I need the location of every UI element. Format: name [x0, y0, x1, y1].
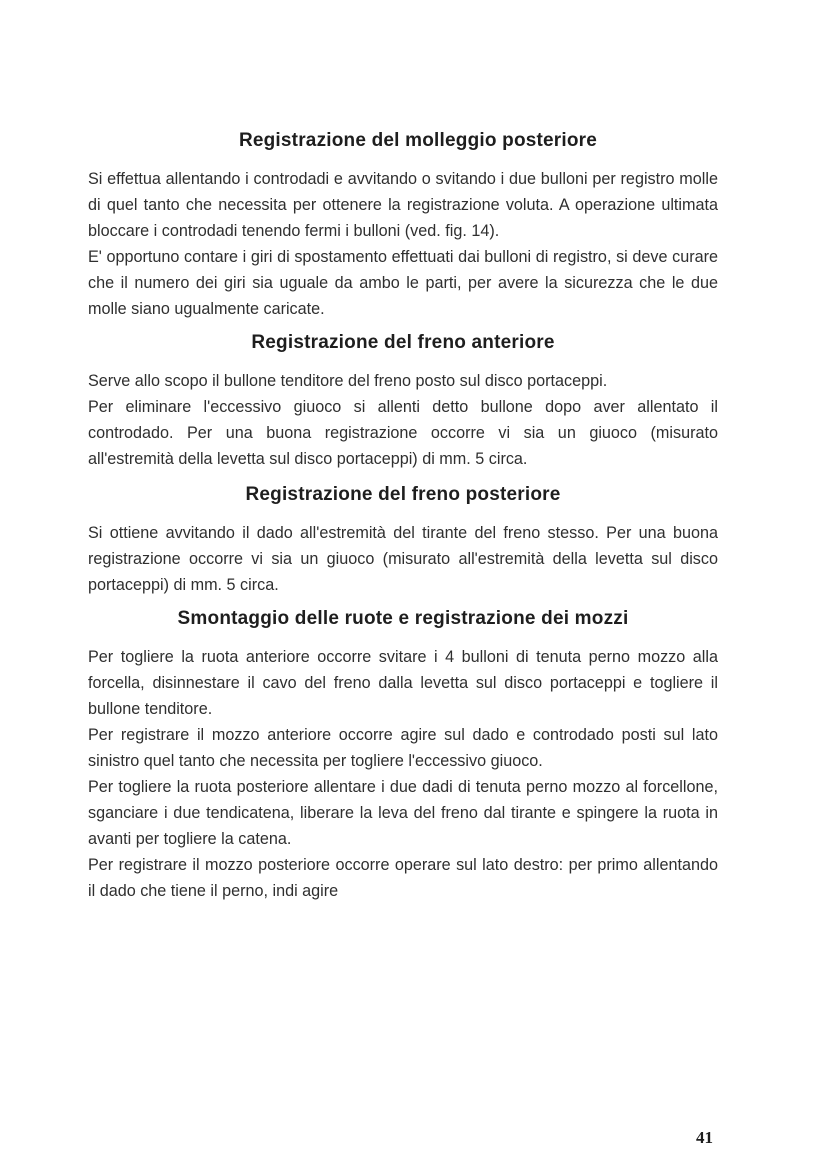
page-content — [88, 122, 718, 908]
paragraph: Per togliere la ruota anteriore occorre svitare i 4 bulloni di tenuta perno mozzo alla forcella, disinnestare il cavo del freno dalla levetta sul disco portaceppi e togliere il bullone tenditore. — [88, 648, 718, 718]
section-freno-anteriore — [88, 332, 718, 472]
section-title: Smontaggio delle ruote e registrazione dei mozzi — [177, 608, 629, 629]
paragraph: E' opportuno contare i giri di spostamento effettuati dai bulloni di registro, si deve curare che il numero dei giri sia uguale da ambo le parti, per avere la sicurezza che le due molle siano ugualmente caricate. — [88, 248, 718, 318]
section-title: Registrazione del freno anteriore — [251, 332, 555, 353]
section-freno-posteriore — [88, 484, 718, 598]
paragraph: Si ottiene avvitando il dado all'estremità del tirante del freno stesso. Per una buona registrazione occorre vi sia un giuoco (misurato all'estremità della levetta sul disco portaceppi) di mm. 5 circa. — [88, 524, 718, 594]
paragraph: Si effettua allentando i controdadi e avvitando o svitando i due bulloni per registro molle di quel tanto che necessita per ottenere la registrazione voluta. A operazione ultimata bloccare i controdadi tenendo fermi i bulloni (ved. fig. 14). — [88, 170, 718, 240]
paragraph: Per registrare il mozzo posteriore occorre operare sul lato destro: per primo allentando il dado che tiene il perno, indi agire — [88, 856, 718, 900]
paragraph: Per eliminare l'eccessivo giuoco si allenti detto bullone dopo aver allentato il controdado. Per una buona registrazione occorre vi sia un giuoco (misurato all'estremità della levetta sul disco portaceppi) di mm. 5 circa. — [88, 398, 718, 468]
section-title: Registrazione del molleggio posteriore — [238, 130, 598, 151]
section-smontaggio-ruote — [88, 608, 718, 904]
paragraph: Serve allo scopo il bullone tenditore del freno posto sul disco portaceppi. — [88, 372, 608, 390]
page-number: 41 — [696, 1128, 713, 1147]
paragraph: Per registrare il mozzo anteriore occorre agire sul dado e controdado posti sul lato sinistro quel tanto che necessita per togliere l'eccessivo giuoco. — [88, 726, 718, 770]
paragraph: Per togliere la ruota posteriore allentare i due dadi di tenuta perno mozzo al forcellone, sganciare i due tendicatena, liberare la leva del freno dal tirante e spingere la ruota in avanti per togliere la catena. — [88, 778, 718, 848]
section-title: Registrazione del freno posteriore — [245, 484, 561, 505]
section-molleggio-posteriore — [88, 130, 718, 322]
